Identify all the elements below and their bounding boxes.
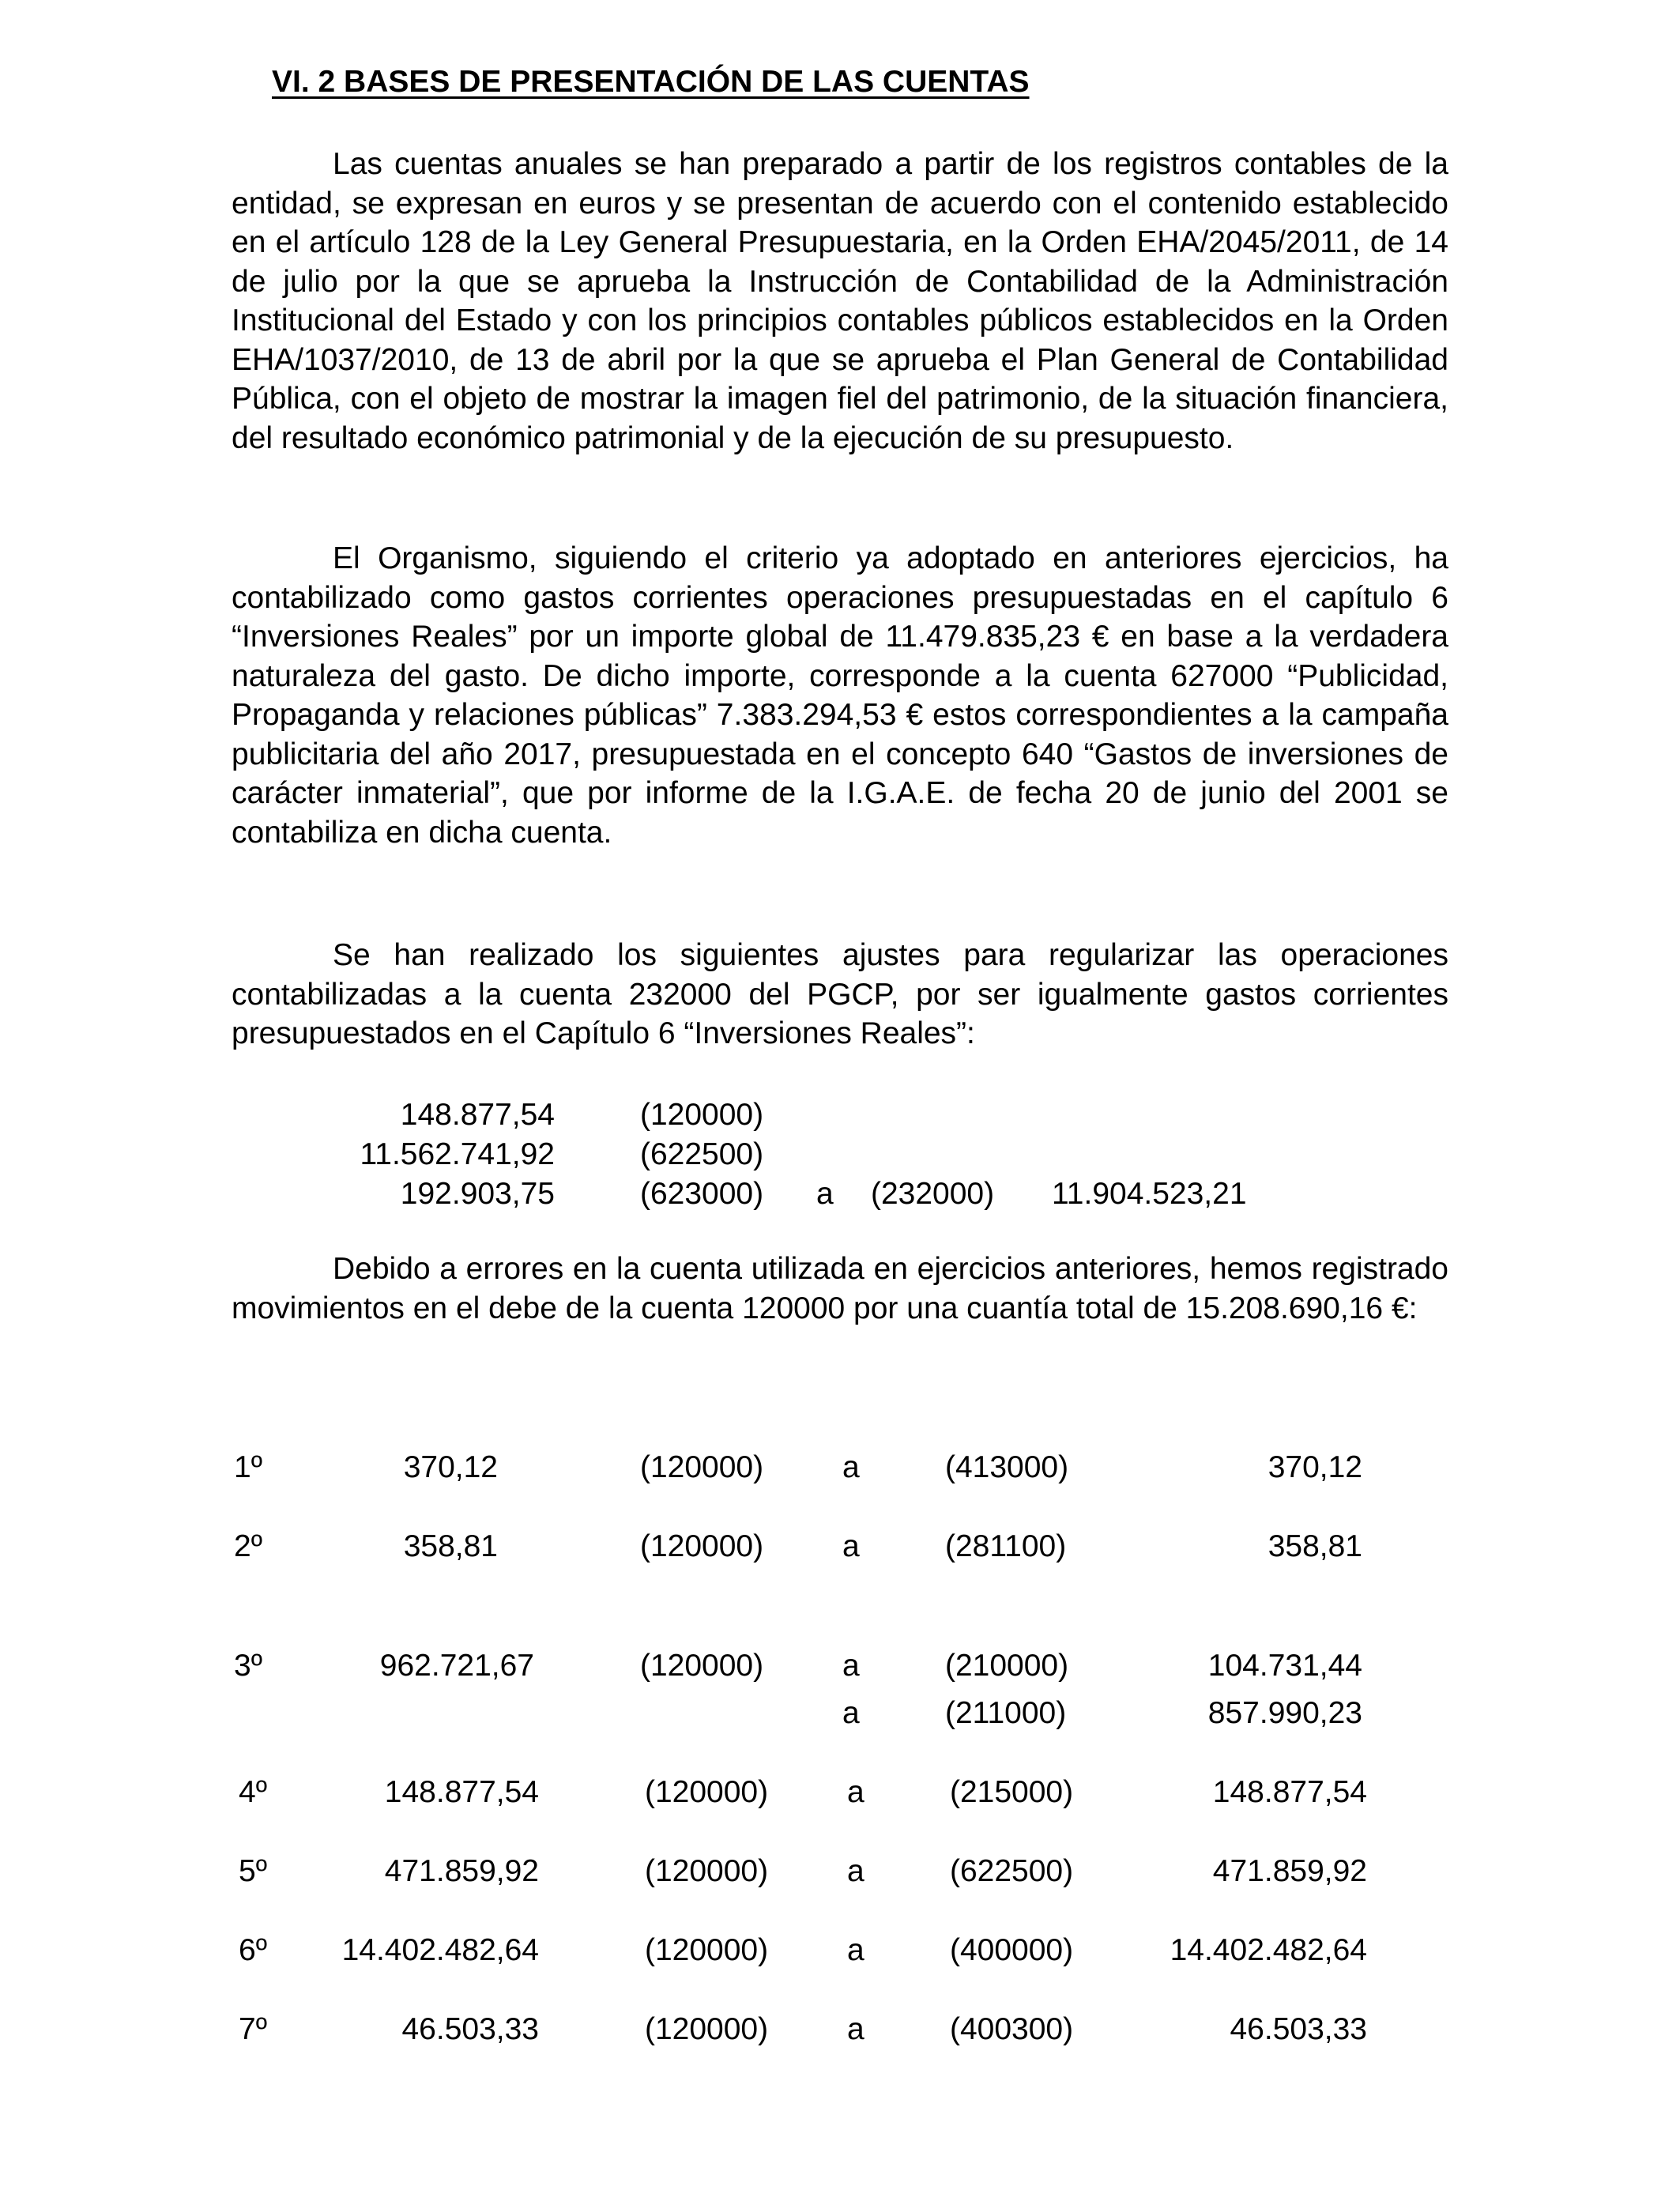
correction-connector: a — [847, 2012, 864, 2046]
correction-amount: 46.503,33 — [401, 2012, 539, 2046]
paragraph-organismo — [232, 539, 1448, 852]
paragraph-errores — [232, 1250, 1448, 1328]
correction-connector: a — [842, 1529, 860, 1563]
correction-number: 1º — [234, 1450, 262, 1484]
correction-debit-account: (120000) — [645, 2012, 769, 2046]
correction-credit-account: (413000) — [945, 1450, 1069, 1484]
section-title: VI. 2 BASES DE PRESENTACIÓN DE LAS CUENTAS — [272, 65, 1030, 99]
correction-debit-account: (120000) — [645, 1933, 769, 1967]
paragraph-organismo-text: El Organismo, siguiendo el criterio ya adoptado en anteriores ejercicios, ha contabilizado como gastos corrientes operaciones presupuestadas en el capítulo 6 “Inversiones Reales” por un importe global de 11.479.835,23 € en base a la verdadera naturaleza del gasto. De dicho importe, corresponde a la cuenta 627000 “Publicidad, Propaganda y relaciones públicas” 7.383.294,53 € estos correspondientes a la campaña publicitaria del año 2017, presupuestada en el concepto 640 “Gastos de inversiones de carácter inmaterial”, que por informe de la I.G.A.E. de fecha 20 de junio del 2001 se contabiliza en dicha cuenta. — [232, 541, 1448, 850]
correction-number: 4º — [239, 1775, 267, 1809]
correction-credit-account: (400000) — [950, 1933, 1074, 1967]
adjustment-total: 11.904.523,21 — [1052, 1177, 1247, 1211]
correction-debit-account: (120000) — [640, 1649, 764, 1683]
correction-debit-account: (120000) — [645, 1854, 769, 1888]
correction-debit-account: (120000) — [645, 1775, 769, 1809]
correction-credit-account: (215000) — [950, 1775, 1074, 1809]
correction-credit-amount: 46.503,33 — [1230, 2012, 1367, 2046]
correction-connector: a — [847, 1775, 864, 1809]
correction-amount: 471.859,92 — [384, 1854, 539, 1888]
adjustment-connector: a — [816, 1177, 834, 1211]
adjustment-amount: 192.903,75 — [400, 1177, 555, 1211]
correction-amount: 962.721,67 — [379, 1649, 534, 1683]
correction-number: 3º — [234, 1649, 262, 1683]
correction-credit-account: (281100) — [945, 1529, 1067, 1563]
correction-connector: a — [847, 1933, 864, 1967]
correction-credit-amount: 471.859,92 — [1212, 1854, 1367, 1888]
correction-credit-account: (211000) — [945, 1696, 1067, 1730]
correction-debit-account: (120000) — [640, 1529, 764, 1563]
correction-credit-account: (400300) — [950, 2012, 1074, 2046]
correction-amount: 370,12 — [403, 1450, 498, 1484]
adjustment-account: (623000) — [640, 1177, 764, 1211]
correction-connector: a — [842, 1649, 860, 1683]
correction-number: 2º — [234, 1529, 262, 1563]
correction-amount: 148.877,54 — [384, 1775, 539, 1809]
adjustment-amount: 148.877,54 — [400, 1098, 555, 1132]
paragraph-intro — [232, 145, 1448, 458]
adjustment-account: (622500) — [640, 1137, 764, 1171]
correction-number: 5º — [239, 1854, 267, 1888]
correction-connector: a — [842, 1696, 860, 1730]
correction-credit-amount: 358,81 — [1268, 1529, 1362, 1563]
correction-credit-account: (210000) — [945, 1649, 1069, 1683]
correction-credit-account: (622500) — [950, 1854, 1074, 1888]
correction-credit-amount: 857.990,23 — [1207, 1696, 1362, 1730]
correction-credit-amount: 370,12 — [1268, 1450, 1362, 1484]
correction-amount: 14.402.482,64 — [341, 1933, 539, 1967]
correction-debit-account: (120000) — [640, 1450, 764, 1484]
correction-credit-amount: 148.877,54 — [1212, 1775, 1367, 1809]
correction-number: 7º — [239, 2012, 267, 2046]
correction-credit-amount: 14.402.482,64 — [1170, 1933, 1367, 1967]
adjustment-amount: 11.562.741,92 — [360, 1137, 555, 1171]
adjustment-account: (120000) — [640, 1098, 764, 1132]
adjustment-target-account: (232000) — [871, 1177, 995, 1211]
correction-amount: 358,81 — [403, 1529, 498, 1563]
correction-connector: a — [847, 1854, 864, 1888]
paragraph-ajustes-text: Se han realizado los siguientes ajustes para regularizar las operaciones contabilizadas a la cuenta 232000 del PGCP, por ser igualmente gastos corrientes presupuestados en el Capítulo 6 “Inversiones Reales”: — [232, 938, 1448, 1050]
correction-number: 6º — [239, 1933, 267, 1967]
correction-connector: a — [842, 1450, 860, 1484]
correction-credit-amount: 104.731,44 — [1207, 1649, 1362, 1683]
paragraph-ajustes — [232, 936, 1448, 1054]
paragraph-errores-text: Debido a errores en la cuenta utilizada en ejercicios anteriores, hemos registrado movimientos en el debe de la cuenta 120000 por una cuantía total de 15.208.690,16 €: — [232, 1252, 1448, 1325]
paragraph-intro-text: Las cuentas anuales se han preparado a partir de los registros contables de la entidad, se expresan en euros y se presentan de acuerdo con el contenido establecido en el artículo 128 de la Ley General Presupuestaria, en la Orden EHA/2045/2011, de 14 de julio por la que se aprueba la Instrucción de Contabilidad de la Administración Institucional del Estado y con los principios contables públicos establecidos en la Orden EHA/1037/2010, de 13 de abril por la que se aprueba el Plan General de Contabilidad Pública, con el objeto de mostrar la imagen fiel del patrimonio, de la situación financiera, del resultado económico patrimonial y de la ejecución de su presupuesto. — [232, 147, 1448, 455]
